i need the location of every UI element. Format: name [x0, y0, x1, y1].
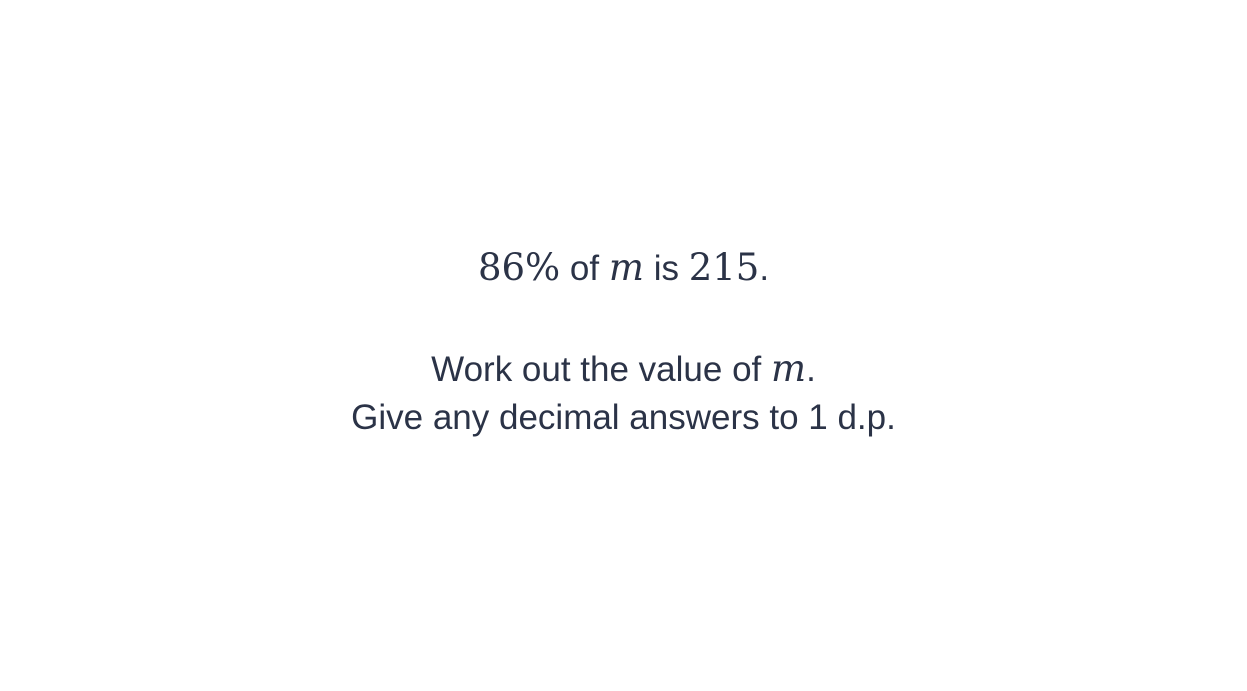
instruction-variable-m: m [771, 347, 807, 390]
percent-value: 86% [477, 246, 561, 289]
variable-m: m [608, 246, 644, 289]
rounding-note: Give any decimal answers to 1 d.p. [351, 398, 896, 437]
instruction-text: Work out the value of [431, 350, 762, 389]
is-word: is [653, 249, 679, 288]
question-statement [0, 244, 1247, 293]
of-word: of [569, 249, 600, 288]
instruction-period: . [806, 350, 816, 389]
statement-period: . [759, 249, 770, 288]
result-value: 215 [688, 246, 760, 289]
question-instruction [0, 345, 1247, 394]
